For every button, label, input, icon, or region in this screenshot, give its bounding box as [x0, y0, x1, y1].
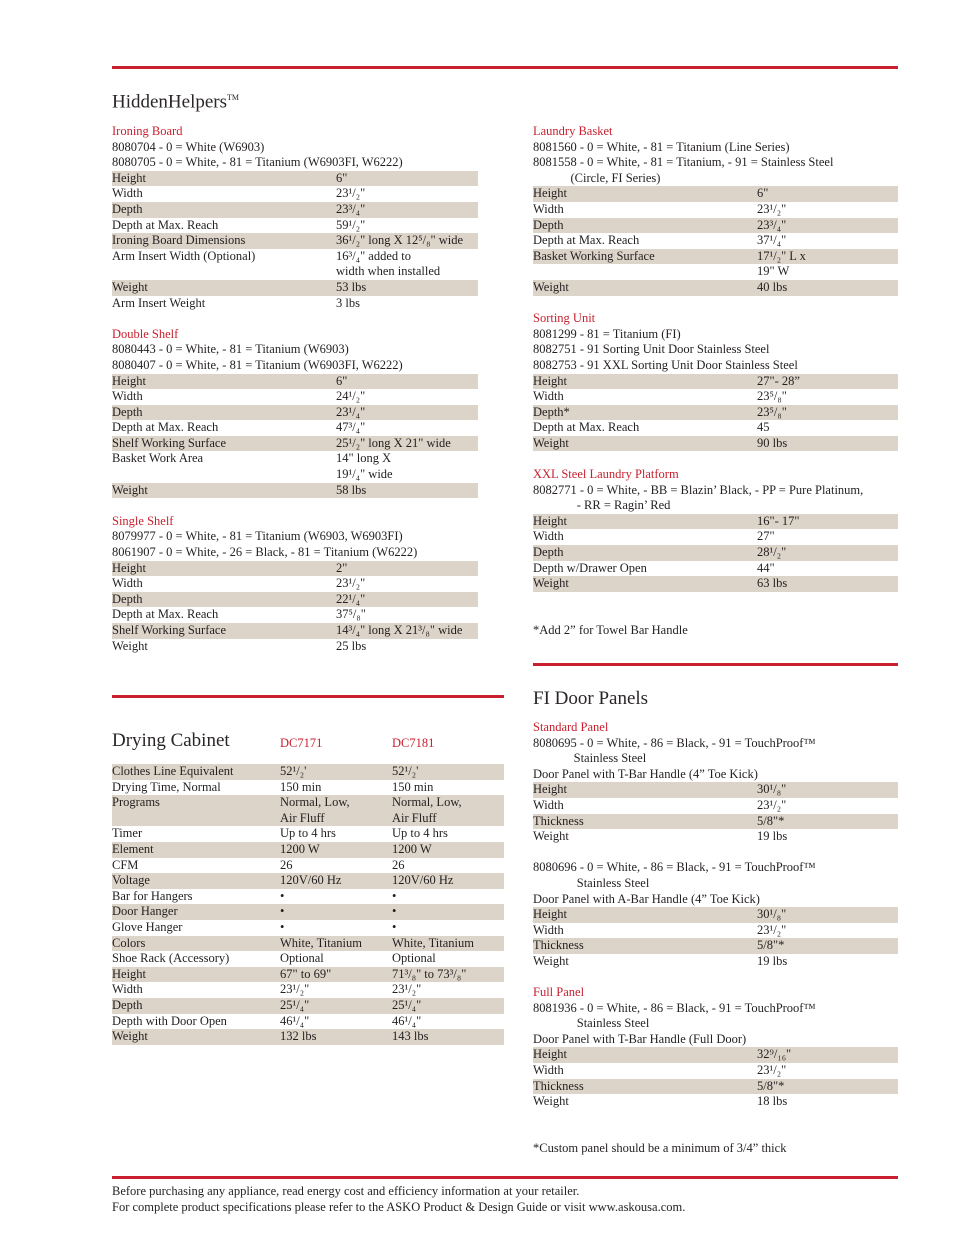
full-panel-table	[533, 1047, 898, 1109]
spec-label	[533, 264, 757, 280]
spec-value: 120V/60 Hz	[392, 873, 504, 889]
spec-value: Optional	[392, 951, 436, 966]
spec-label: Weight	[533, 1094, 569, 1109]
spec-value: 63 lbs	[757, 576, 898, 592]
spec-label: CFM	[112, 857, 139, 872]
spec-label: Weight	[533, 436, 757, 452]
spec-label: Glove Hanger	[112, 919, 183, 934]
full-panel-heading: Full Panel	[533, 985, 585, 1000]
sorting-unit-model-line: 8082751 - 91 Sorting Unit Door Stainless Steel	[533, 342, 770, 357]
spec-value: 24¹/₂"	[336, 389, 366, 404]
sorting-unit-model-line: 8082753 - 91 XXL Sorting Unit Door Stainless Steel	[533, 357, 798, 372]
spec-value: •	[280, 919, 285, 934]
spec-value: 22¹/₄"	[336, 592, 478, 608]
spec-value: 23¹/₂"	[336, 186, 366, 201]
spec-value: 52¹/₂'	[280, 764, 392, 780]
spec-value: 27"	[757, 529, 775, 544]
spec-value: 19 lbs	[757, 953, 788, 968]
spec-value: 25¹/₄"	[392, 998, 504, 1014]
table-row	[112, 186, 478, 202]
spec-value: White, Titanium	[392, 936, 504, 952]
spec-value: 3 lbs	[336, 295, 360, 310]
standard-panel-table	[533, 782, 898, 844]
spec-label: Weight	[533, 829, 569, 844]
spec-label: Weight	[112, 280, 336, 296]
single-shelf-block	[112, 514, 478, 654]
spec-value: 18 lbs	[757, 1094, 788, 1109]
spec-label: Weight	[533, 280, 757, 296]
spec-label: Thickness	[533, 938, 757, 954]
double-shelf-heading: Double Shelf	[112, 326, 179, 341]
spec-value: 23¹/₄"	[336, 405, 478, 421]
spec-label: Width	[533, 201, 564, 216]
table-row	[112, 405, 478, 421]
spacer	[533, 1125, 898, 1141]
spec-label: Basket Working Surface	[533, 249, 757, 265]
panel-model-line: Door Panel with A-Bar Handle (4” Toe Kick)	[533, 891, 760, 906]
spec-label: Height	[533, 514, 757, 530]
spec-value: 150 min	[392, 779, 434, 794]
table-row	[112, 623, 478, 639]
laundry-basket-heading: Laundry Basket	[533, 124, 613, 138]
drying-cabinet-title: Drying Cabinet	[112, 730, 230, 751]
table-row	[112, 639, 478, 655]
spec-value: 23³/₄"	[336, 202, 478, 218]
spacer	[533, 1110, 898, 1126]
spec-value: 14" long X 19¹/₄" wide	[336, 451, 393, 482]
ironing-board-block	[112, 124, 478, 311]
single-shelf-model-line: 8079977 - 0 = White, - 81 = Titanium (W6903, W6903FI)	[112, 529, 403, 544]
spec-label: Depth at Max. Reach	[533, 233, 640, 248]
spec-label: Width	[533, 389, 564, 404]
table-row	[533, 1094, 898, 1110]
spec-label: Height	[533, 907, 757, 923]
fi-panels-rule	[533, 663, 898, 666]
spec-label: Shelf Working Surface	[112, 623, 336, 639]
spec-label: Door Hanger	[112, 904, 280, 920]
spec-value: 23¹/₂"	[280, 982, 310, 997]
ironing-board-model-line: 8080705 - 0 = White, - 81 = Titanium (W6903FI, W6222)	[112, 155, 403, 170]
spec-label: Height	[533, 1047, 757, 1063]
panel-model-line: Door Panel with T-Bar Handle (Full Door)	[533, 1031, 747, 1046]
spec-label: Depth w/Drawer Open	[533, 560, 647, 575]
spec-label: Width	[533, 922, 564, 937]
double-shelf-model-line: 8080407 - 0 = White, - 81 = Titanium (W6903FI, W6222)	[112, 357, 403, 372]
drying-rule	[112, 695, 504, 698]
spec-value: 16³/₄" added to width when installed	[336, 248, 441, 279]
spec-value: 44"	[757, 560, 775, 575]
spacer	[112, 498, 478, 514]
spec-value: Normal, Low, Air Fluff	[280, 795, 392, 826]
laundry-basket-model-line: 8081558 - 0 = White, - 81 = Titanium, - 91 = Stainless Steel	[533, 155, 834, 170]
table-row	[533, 829, 898, 845]
table-row	[533, 529, 898, 545]
spec-value: 23⁵/₈"	[757, 389, 787, 404]
spec-value: 52¹/₂'	[392, 764, 504, 780]
table-row	[533, 202, 898, 218]
spec-value: 27"- 28”	[757, 374, 898, 390]
spec-value: 16"- 17"	[757, 514, 898, 530]
double-shelf-block	[112, 327, 478, 499]
spec-label: Thickness	[533, 814, 757, 830]
spec-value: White, Titanium	[280, 936, 392, 952]
table-row	[112, 296, 478, 312]
spec-value: 19 lbs	[757, 829, 788, 844]
spec-value: 23¹/₂"	[757, 1063, 787, 1078]
spec-value: Up to 4 hrs	[392, 826, 448, 841]
single-shelf-heading: Single Shelf	[112, 513, 174, 528]
spec-value: 143 lbs	[392, 1029, 504, 1045]
spec-value: 23¹/₂"	[336, 576, 366, 591]
spec-label: Arm Insert Weight	[112, 295, 206, 310]
spec-label: Depth at Max. Reach	[112, 420, 219, 435]
table-row	[533, 782, 898, 798]
table-row	[112, 374, 478, 390]
ironing-board-table	[112, 171, 478, 311]
table-row	[112, 1014, 504, 1030]
table-row	[112, 795, 504, 826]
table-row	[112, 202, 478, 218]
table-row	[112, 858, 504, 874]
spec-label: Height	[112, 171, 336, 187]
spec-label: Drying Time, Normal	[112, 779, 221, 794]
spec-label: Voltage	[112, 873, 280, 889]
hidden-helpers-title-text: HiddenHelpers	[112, 91, 228, 113]
double-shelf-model-line: 8080443 - 0 = White, - 81 = Titanium (W6903)	[112, 342, 349, 357]
custom-panel-note: *Custom panel should be a minimum of 3/4” thick	[533, 1141, 787, 1156]
spec-value: •	[392, 904, 504, 920]
spec-label: Depth*	[533, 405, 757, 421]
spec-label: Depth	[533, 545, 757, 561]
spacer	[112, 654, 478, 670]
xxl-platform-model-line: 8082771 - 0 = White, - BB = Blazin’ Black, - PP = Pure Platinum,	[533, 482, 864, 497]
spec-label: Width	[112, 186, 143, 201]
table-row	[533, 249, 898, 265]
spacer	[533, 845, 898, 861]
table-row	[112, 607, 478, 623]
spec-value: 36¹/₂" long X 12⁵/₈" wide	[336, 233, 478, 249]
footer	[112, 1184, 685, 1215]
spec-label: Programs	[112, 795, 280, 826]
spacer	[533, 296, 898, 312]
table-row	[533, 1079, 898, 1095]
spacer	[112, 311, 478, 327]
double-shelf-table	[112, 374, 478, 499]
table-row	[533, 436, 898, 452]
spacer	[533, 607, 898, 623]
spec-value: 25¹/₂" long X 21" wide	[336, 436, 478, 452]
spec-label: Weight	[533, 953, 569, 968]
table-row	[112, 249, 478, 280]
drying-cabinet-table	[112, 764, 504, 1045]
table-row	[533, 405, 898, 421]
spec-value: 120V/60 Hz	[280, 873, 392, 889]
spec-label: Depth with Door Open	[112, 1013, 227, 1028]
trademark: TM	[227, 93, 240, 102]
table-row	[112, 592, 478, 608]
table-row	[533, 186, 898, 202]
spec-value: 5/8"*	[757, 938, 898, 954]
spec-value: 25¹/₄"	[280, 998, 392, 1014]
table-row	[112, 561, 478, 577]
drying-table-wrap	[112, 764, 504, 1045]
spec-value: 23¹/₂"	[392, 982, 422, 997]
spec-label: Clothes Line Equivalent	[112, 764, 280, 780]
sorting-unit-model-line: 8081299 - 81 = Titanium (FI)	[533, 326, 681, 341]
single-shelf-model-line: 8061907 - 0 = White, - 26 = Black, - 81 = Titanium (W6222)	[112, 545, 418, 560]
spec-label: Depth	[112, 998, 280, 1014]
spec-label: Bar for Hangers	[112, 888, 193, 903]
table-row	[112, 171, 478, 187]
sorting-unit-table	[533, 374, 898, 452]
table-row	[112, 420, 478, 436]
spec-value: 5/8"*	[757, 1079, 898, 1095]
spec-label: Width	[112, 576, 143, 591]
spec-value: •	[280, 904, 392, 920]
spec-label: Weight	[112, 638, 148, 653]
spec-value: 19" W	[757, 264, 790, 279]
spec-value: 67" to 69"	[280, 967, 392, 983]
spec-label: Height	[533, 374, 757, 390]
spec-value: 23¹/₂"	[757, 922, 787, 937]
table-row	[533, 1047, 898, 1063]
spec-value: 71³/₈" to 73³/₈"	[392, 967, 504, 983]
spec-value: 30¹/₈"	[757, 907, 898, 923]
table-row	[533, 561, 898, 577]
spec-label: Basket Work Area	[112, 451, 204, 466]
spec-label: Element	[112, 842, 280, 858]
spec-value: 53 lbs	[336, 280, 478, 296]
spec-label: Depth at Max. Reach	[112, 217, 219, 232]
spec-value: 90 lbs	[757, 436, 898, 452]
model-dc7171: DC7171	[280, 736, 323, 750]
table-row	[533, 218, 898, 234]
xxl-platform-block	[533, 467, 898, 592]
spec-label: Height	[112, 374, 336, 390]
spec-value: 45	[757, 420, 770, 435]
spec-value: •	[392, 919, 397, 934]
spec-value: 6"	[757, 186, 898, 202]
spec-label: Arm Insert Width (Optional)	[112, 248, 256, 263]
panel-model-line: 8081936 - 0 = White, - 86 = Black, - 91 = TouchProof™	[533, 1000, 816, 1015]
spec-value: 23¹/₂"	[757, 797, 787, 812]
spec-value: Normal, Low, Air Fluff	[392, 795, 504, 826]
spec-value: 1200 W	[280, 842, 392, 858]
panel-model-line: Stainless Steel	[533, 751, 647, 766]
table-row	[112, 389, 478, 405]
left-column	[112, 124, 478, 670]
table-row	[533, 233, 898, 249]
table-row	[112, 920, 504, 936]
spec-label: Height	[112, 967, 280, 983]
single-shelf-table	[112, 561, 478, 655]
xxl-platform-heading: XXL Steel Laundry Platform	[533, 467, 679, 482]
ironing-board-heading: Ironing Board	[112, 124, 183, 138]
spec-label: Thickness	[533, 1079, 757, 1095]
panel-model-line: 8080695 - 0 = White, - 86 = Black, - 91 = TouchProof™	[533, 735, 816, 750]
table-row	[533, 389, 898, 405]
table-row	[112, 233, 478, 249]
table-row	[533, 798, 898, 814]
top-rule	[112, 66, 898, 69]
spec-value: 25 lbs	[336, 638, 367, 653]
table-row	[533, 923, 898, 939]
table-row	[112, 889, 504, 905]
spacer	[533, 592, 898, 608]
spec-value: 47³/₄"	[336, 420, 366, 435]
table-row	[112, 951, 504, 967]
spec-value: 59¹/₂"	[336, 217, 366, 232]
spec-label: Shelf Working Surface	[112, 436, 336, 452]
spacer	[533, 451, 898, 467]
table-row	[112, 764, 504, 780]
spec-label: Timer	[112, 826, 143, 841]
table-row	[533, 907, 898, 923]
panel-model-line: Stainless Steel	[533, 1016, 650, 1031]
spec-label: Width	[112, 389, 143, 404]
xxl-platform-model-line: - RR = Ragin’ Red	[533, 498, 671, 513]
table-row	[112, 998, 504, 1014]
spec-label: Width	[112, 982, 143, 997]
laundry-basket-model-line: 8081560 - 0 = White, - 81 = Titanium (Line Series)	[533, 139, 790, 154]
table-row	[112, 218, 478, 234]
table-row	[112, 576, 478, 592]
spacer	[533, 970, 898, 986]
spec-label: Ironing Board Dimensions	[112, 233, 336, 249]
sorting-unit-block	[533, 311, 898, 451]
footer-line-2: For complete product specifications please refer to the ASKO Product & Design Guide or visit www.askousa.com.	[112, 1199, 686, 1214]
spec-value: 46¹/₄"	[392, 1013, 422, 1028]
table-row	[533, 1063, 898, 1079]
table-row	[112, 967, 504, 983]
spec-label: Depth at Max. Reach	[533, 420, 640, 435]
spec-value: 6"	[336, 171, 478, 187]
table-row	[112, 280, 478, 296]
spec-value: •	[392, 888, 397, 903]
table-row	[533, 938, 898, 954]
spec-label: Weight	[533, 576, 757, 592]
spec-value: 37¹/₄"	[757, 233, 787, 248]
spec-label: Width	[533, 1063, 564, 1078]
spec-label: Height	[112, 561, 336, 577]
spec-label: Colors	[112, 936, 280, 952]
table-row	[112, 451, 478, 482]
spec-value: 46¹/₄"	[280, 1013, 310, 1028]
spec-value: 26	[392, 857, 405, 872]
table-row	[533, 420, 898, 436]
table-row	[112, 842, 504, 858]
spec-value: 23⁵/₈"	[757, 405, 898, 421]
laundry-basket-block	[533, 124, 898, 296]
spec-value: 6"	[336, 374, 478, 390]
spec-value: 58 lbs	[336, 483, 478, 499]
spec-value: 23³/₄"	[757, 218, 898, 234]
spec-label: Height	[533, 186, 757, 202]
table-row	[533, 576, 898, 592]
sorting-unit-heading: Sorting Unit	[533, 311, 596, 326]
ironing-board-model-line: 8080704 - 0 = White (W6903)	[112, 139, 265, 154]
table-row	[533, 374, 898, 390]
standard-panel-table	[533, 907, 898, 969]
spec-value: •	[280, 888, 285, 903]
spec-label: Depth	[533, 218, 757, 234]
hidden-helpers-title	[112, 87, 239, 113]
spec-value: 17¹/₂" L x	[757, 249, 898, 265]
spec-value: Up to 4 hrs	[280, 826, 336, 841]
spec-value: 23¹/₂"	[757, 201, 787, 216]
table-row	[112, 826, 504, 842]
spec-value: 150 min	[280, 779, 322, 794]
table-row	[533, 954, 898, 970]
spec-label: Shoe Rack (Accessory)	[112, 951, 230, 966]
xxl-platform-table	[533, 514, 898, 592]
table-row	[112, 904, 504, 920]
spec-value: 2"	[336, 561, 478, 577]
spec-label: Weight	[112, 1029, 280, 1045]
spec-value: 32⁹/₁₆"	[757, 1047, 898, 1063]
laundry-basket-model-line: (Circle, FI Series)	[533, 170, 661, 185]
panel-model-line: 8080696 - 0 = White, - 86 = Black, - 91 = TouchProof™	[533, 860, 816, 875]
table-row	[112, 936, 504, 952]
standard-panel-heading: Standard Panel	[533, 720, 609, 734]
panel-model-line: Stainless Steel	[533, 875, 650, 890]
laundry-basket-table	[533, 186, 898, 295]
spec-label: Depth	[112, 202, 336, 218]
footer-line-1: Before purchasing any appliance, read energy cost and efficiency information at your retailer.	[112, 1184, 580, 1198]
spec-label: Height	[533, 782, 757, 798]
table-row	[112, 982, 504, 998]
right-column	[533, 124, 898, 639]
table-row	[533, 280, 898, 296]
table-row	[533, 814, 898, 830]
spec-label: Depth	[112, 405, 336, 421]
spec-label: Width	[533, 797, 564, 812]
table-row	[112, 873, 504, 889]
panel-model-line: Door Panel with T-Bar Handle (4” Toe Kick)	[533, 766, 758, 781]
footer-rule	[112, 1176, 898, 1179]
model-dc7181: DC7181	[392, 736, 435, 750]
spec-value: 5/8"*	[757, 814, 898, 830]
table-row	[533, 514, 898, 530]
spec-value: 30¹/₈"	[757, 782, 898, 798]
spec-value: 26	[280, 857, 293, 872]
table-row	[533, 545, 898, 561]
spec-label: Width	[533, 529, 564, 544]
table-row	[533, 264, 898, 280]
fi-panels-column	[533, 720, 898, 1157]
spec-value: 28¹/₂"	[757, 545, 898, 561]
spec-value: 14³/₄" long X 21³/₈" wide	[336, 623, 478, 639]
towel-bar-note: *Add 2” for Towel Bar Handle	[533, 623, 688, 637]
spec-value: 37⁵/₈"	[336, 607, 366, 622]
table-row	[112, 780, 504, 796]
fi-panels-title: FI Door Panels	[533, 688, 649, 709]
spec-value: 132 lbs	[280, 1029, 392, 1045]
spec-label: Depth	[112, 592, 336, 608]
spec-value: 40 lbs	[757, 280, 898, 296]
spec-label: Weight	[112, 483, 336, 499]
table-row	[112, 436, 478, 452]
table-row	[112, 1029, 504, 1045]
spec-label: Depth at Max. Reach	[112, 607, 219, 622]
spec-value: 1200 W	[392, 842, 504, 858]
spec-value: Optional	[280, 951, 324, 966]
table-row	[112, 483, 478, 499]
